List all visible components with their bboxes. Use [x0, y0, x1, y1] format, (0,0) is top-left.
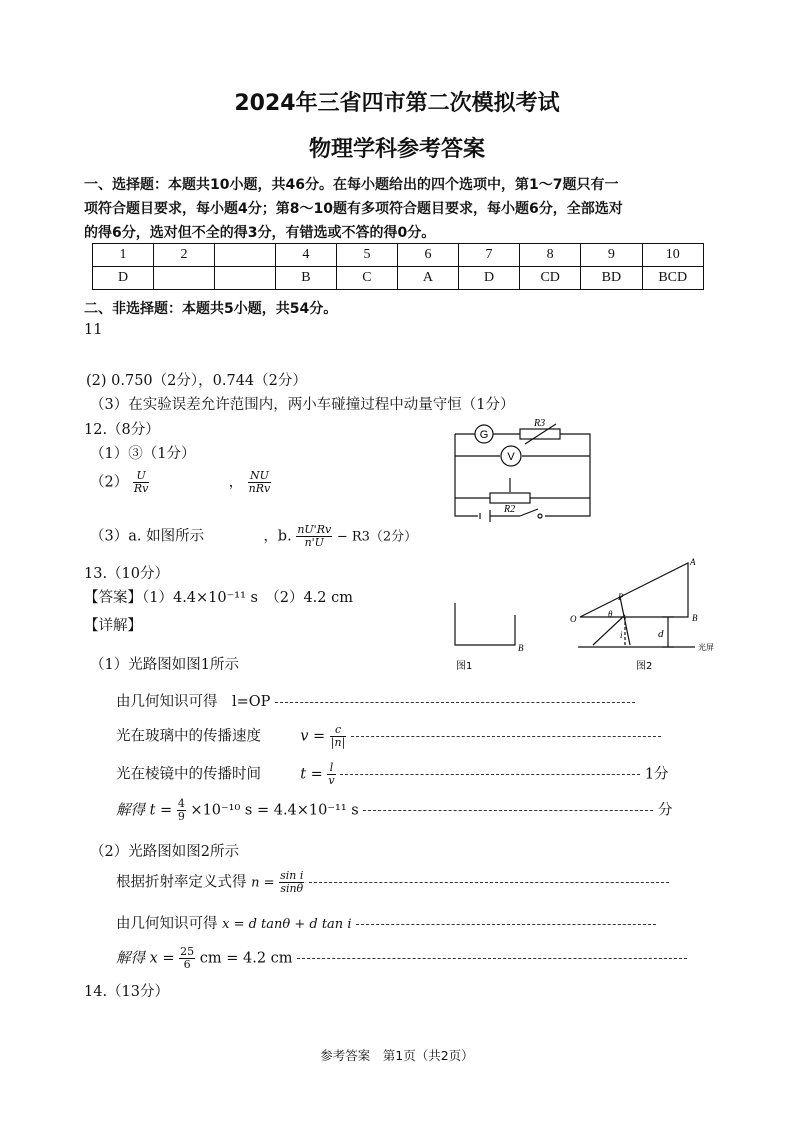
table-cell: 9: [581, 244, 642, 267]
screen-label: 光屏: [698, 643, 714, 652]
table-cell: C: [336, 267, 397, 290]
q12-part2: [90, 470, 271, 495]
answer-table: [92, 243, 704, 290]
fraction: $\frac{nU'Rv}{n'U}$: [297, 523, 332, 549]
point-a: A: [690, 557, 696, 567]
point-p: P: [618, 592, 624, 602]
voltmeter-label: V: [507, 451, 515, 463]
table-cell: D: [459, 267, 520, 290]
answer-table-numbers-row: [93, 244, 704, 267]
dash-leader: [297, 958, 687, 959]
dash-leader: [340, 774, 640, 775]
q13-line1: 由几何知识可得 l=OP: [116, 690, 635, 711]
page-footer: 参考答案 第1页（共2页）: [320, 1048, 474, 1063]
q11-part2: (2) 0.750（2分），0.744（2分）: [86, 373, 307, 389]
fig1-point-b: B: [518, 643, 524, 653]
point-b: B: [692, 613, 698, 623]
table-cell: BCD: [642, 267, 704, 290]
table-cell: 10: [642, 244, 704, 267]
q12-part3: （3）a. 如图所示 ，b. $\frac{nU'Rv}{n'U}$ − R3（2分）: [90, 523, 418, 549]
fraction: $\frac{U}{Rv}$: [133, 469, 149, 495]
q13-answer: 【答案】（1）4.4×10⁻¹¹ s （2）4.2 cm: [84, 590, 353, 606]
dash-leader: [363, 810, 653, 811]
table-cell: A: [397, 267, 458, 290]
table-cell: 4: [275, 244, 336, 267]
dash-leader: [351, 736, 661, 737]
table-cell: BD: [581, 267, 642, 290]
q13-detail: 【详解】: [84, 618, 142, 634]
fraction: $\frac{4}{9}$: [177, 797, 185, 823]
q12-heading: 12.（8分）: [84, 422, 160, 438]
section1-line3: 的得6分，选对但不全的得3分，有错选或不答的得0分。: [84, 225, 436, 241]
table-cell: [215, 244, 276, 267]
q12-part2-label: （2）: [90, 474, 129, 491]
table-cell: 5: [336, 244, 397, 267]
q13-line5: 根据折射率定义式得 n = $\frac{\text{sin i}}{\sin\theta}$: [116, 870, 669, 895]
dash-leader: [309, 882, 669, 883]
section1-line1: 一、选择题：本题共10小题，共46分。在每小题给出的四个选项中，第1～7题只有一: [84, 177, 619, 193]
table-cell: [154, 267, 215, 290]
optics-diagram: [440, 545, 730, 675]
table-cell: 8: [520, 244, 581, 267]
q11-part3: （3）在实验误差允许范围内，两小车碰撞过程中动量守恒（1分）: [90, 397, 515, 413]
q12-part1: （1）③（1分）: [90, 446, 196, 462]
table-cell: [215, 267, 276, 290]
angle-i: i: [620, 630, 623, 640]
r2-label: R2: [504, 504, 516, 515]
q13-line4: 解得 t = $\frac{4}{9}$ ×10⁻¹⁰ s = 4.4×10⁻¹¹ s 分: [116, 797, 673, 823]
table-cell: B: [275, 267, 336, 290]
q13-line3: 光在棱镜中的传播时间 t = $\frac{l}{v}$ 1分: [116, 761, 669, 787]
table-cell: 6: [397, 244, 458, 267]
answer-table-answers-row: [93, 267, 704, 290]
q13-heading: 13.（10分）: [84, 566, 170, 582]
dash-leader: [275, 702, 635, 703]
fraction: $\frac{\text{sin i}}{\sin\theta}$: [280, 869, 304, 895]
section1-line2: 项符合题目要求，每小题4分；第8～10题有多项符合题目要求，每小题6分，全部选对: [84, 201, 623, 217]
fig1-caption: 图1: [456, 661, 473, 672]
q13-line7: 解得 x = $\frac{25}{6}$ cm = 4.2 cm: [116, 946, 687, 971]
table-cell: 2: [154, 244, 215, 267]
q13-line2: 光在玻璃中的传播速度 v = $\frac{c}{|n|}$: [116, 724, 661, 749]
distance-d: d: [658, 628, 664, 640]
separator: ，: [228, 474, 244, 491]
table-cell: 7: [459, 244, 520, 267]
circuit-diagram: [450, 416, 610, 531]
galvanometer-label: G: [479, 429, 489, 441]
table-cell: 1: [93, 244, 154, 267]
table-cell: D: [93, 267, 154, 290]
q13-line6: 由几何知识可得 x = d tanθ + d tan i: [116, 912, 656, 933]
fraction: $\frac{NU}{\text{nRv}}$: [248, 469, 271, 495]
q11-number: 11: [84, 322, 103, 338]
table-cell: CD: [520, 267, 581, 290]
q14-heading: 14.（13分）: [84, 984, 170, 1000]
dash-leader: [356, 924, 656, 925]
q13-part1: （1）光路图如图1所示: [90, 657, 239, 673]
page-subtitle: 物理学科参考答案: [308, 137, 485, 162]
fig2-caption: 图2: [636, 661, 653, 672]
section2-heading: 二、非选择题：本题共5小题，共54分。: [84, 301, 338, 317]
fraction: $\frac{25}{6}$: [180, 945, 195, 971]
fraction: $\frac{l}{v}$: [328, 761, 335, 787]
fraction: $\frac{c}{|n|}$: [330, 723, 346, 749]
r3-label: R3: [534, 418, 546, 429]
page-title: 2024年三省四市第二次模拟考试: [234, 91, 560, 116]
q13-part2: （2）光路图如图2所示: [90, 844, 239, 860]
point-o: O: [570, 614, 577, 624]
angle-theta: θ: [608, 609, 613, 619]
